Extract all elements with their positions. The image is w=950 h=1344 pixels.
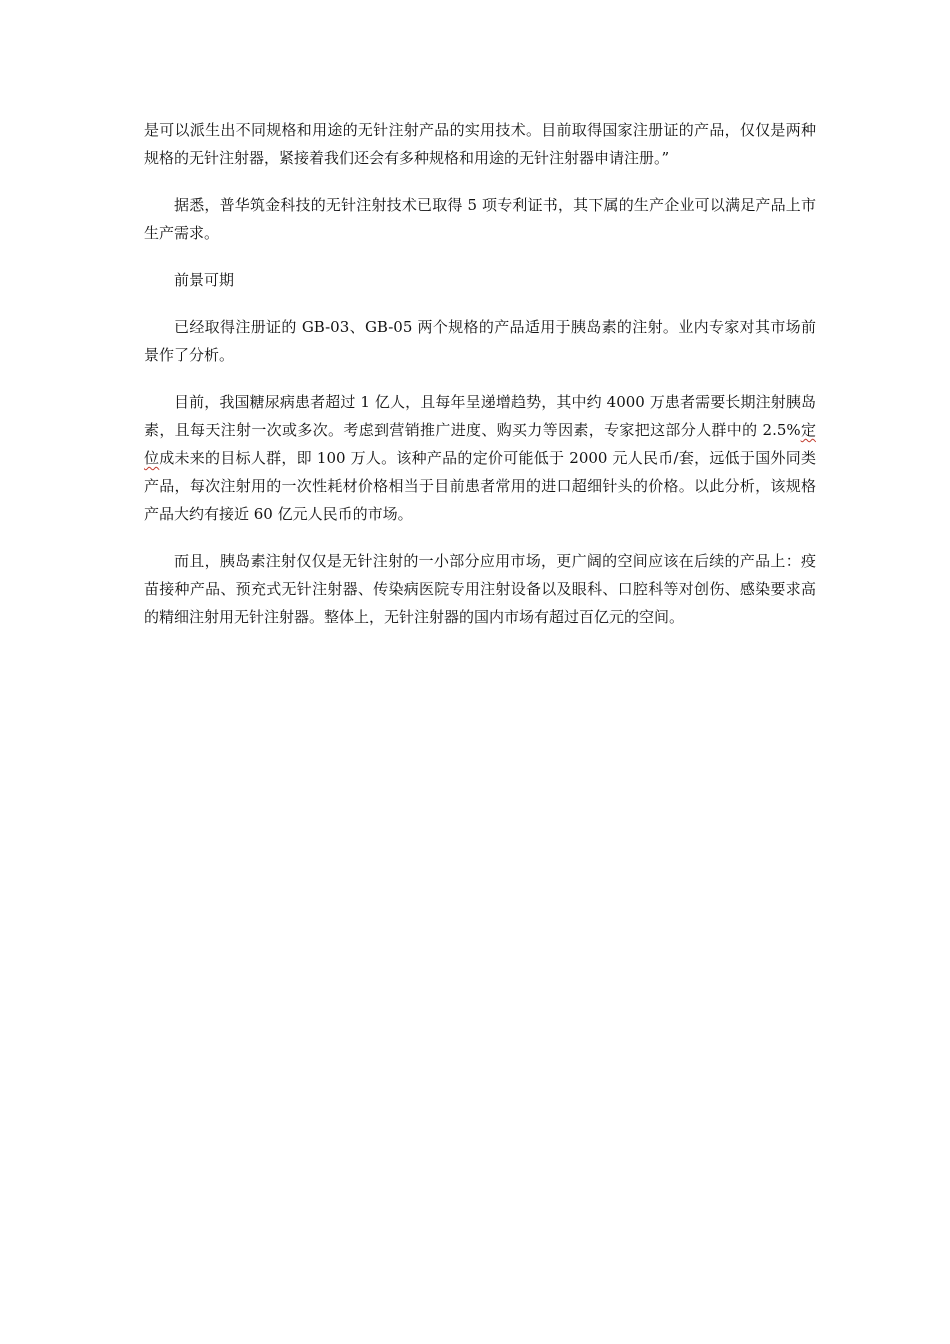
paragraph-broader-market: 而且，胰岛素注射仅仅是无针注射的一小部分应用市场，更广阔的空间应该在后续的产品上：疫苗接种产品、预充式无针注射器、传染病医院专用注射设备以及眼科、口腔科等对创伤、感染要求高的精细注射用无针注射器。整体上，无针注射器的国内市场有超过百亿元的空间。 xyxy=(144,552,816,626)
document-body xyxy=(144,116,816,650)
paragraph-registered-products: 已经取得注册证的 GB-03、GB-05 两个规格的产品适用于胰岛素的注射。业内专家对其市场前景作了分析。 xyxy=(144,318,816,364)
paragraph-market-analysis xyxy=(144,388,816,528)
market-analysis-text-before: 目前，我国糖尿病患者超过 1 亿人，且每年呈递增趋势，其中约 4000 万患者需要长期注射胰岛素，且每天注射一次或多次。考虑到营销推广进度、购买力等因素，专家把这部分人群中的 2.5% xyxy=(144,393,816,439)
market-analysis-text-after: 成未来的目标人群，即 100 万人。该种产品的定价可能低于 2000 元人民币/套，远低于国外同类产品，每次注射用的一次性耗材价格相当于目前患者常用的进口超细针头的价格。以此分析，该规格产品大约有接近 60 亿元人民币的市场。 xyxy=(144,449,816,523)
paragraph-patents: 据悉，普华筑金科技的无针注射技术已取得 5 项专利证书，其下属的生产企业可以满足产品上市生产需求。 xyxy=(144,196,816,242)
section-heading-prospects: 前景可期 xyxy=(174,271,235,289)
spellcheck-marked-word: 定位 xyxy=(144,421,816,467)
paragraph-continuation: 是可以派生出不同规格和用途的无针注射产品的实用技术。目前取得国家注册证的产品，仅仅是两种规格的无针注射器，紧接着我们还会有多种规格和用途的无针注射器申请注册。” xyxy=(144,121,816,167)
